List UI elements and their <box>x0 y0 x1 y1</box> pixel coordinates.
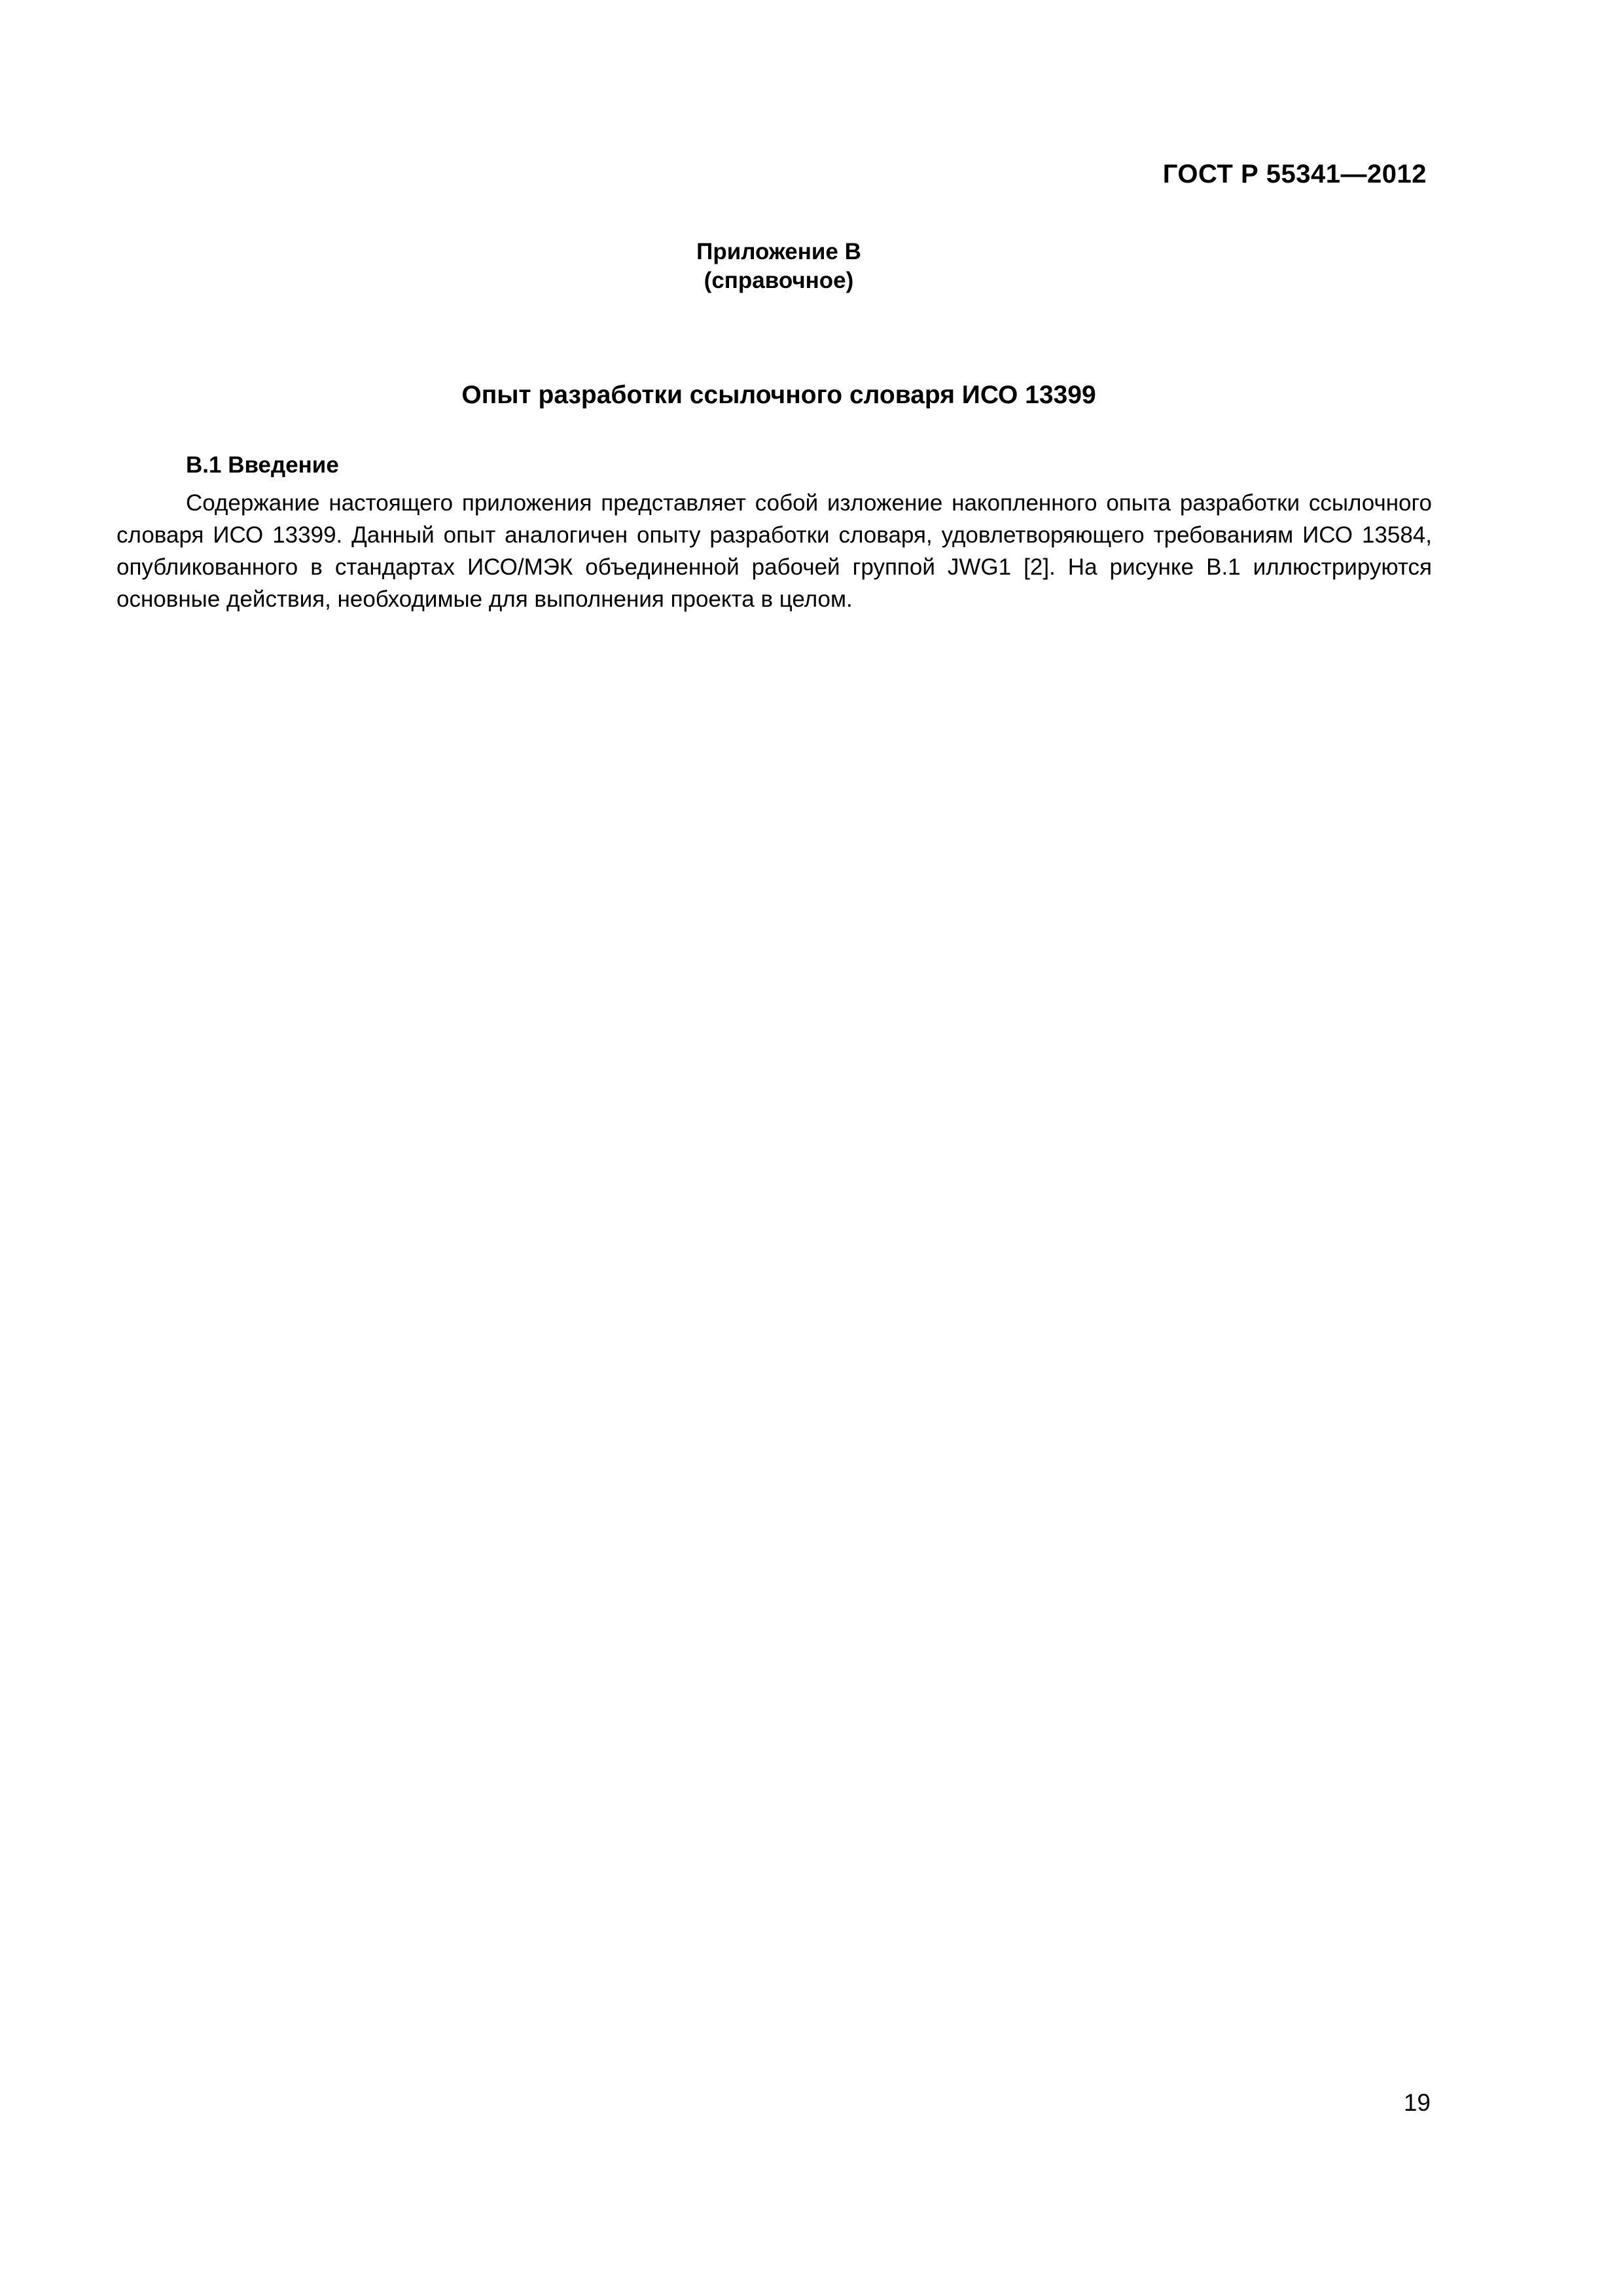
annex-title: Приложение В <box>696 239 861 264</box>
annex-status: (справочное) <box>704 268 854 293</box>
body-paragraph: Содержание настоящего приложения представляет собой изложение накопленного опыта разработки ссылочного словаря ИСО 13399. Данный опыт аналогичен опыту разработки словаря, удовлетворяющего требованиям ИСО 13584, опубликованного в стандартах ИСО/МЭК объединенной рабочей группой JWG1 [2]. На рисунке В.1 иллюстрируются основные действия, необходимые для выполнения проекта в целом. <box>116 490 1432 612</box>
subsection-title: В.1 Введение <box>186 452 339 478</box>
page-number: 19 <box>1403 2089 1431 2116</box>
document-code: ГОСТ Р 55341—2012 <box>1162 160 1427 188</box>
section-title: Опыт разработки ссылочного словаря ИСО 13399 <box>461 381 1096 409</box>
